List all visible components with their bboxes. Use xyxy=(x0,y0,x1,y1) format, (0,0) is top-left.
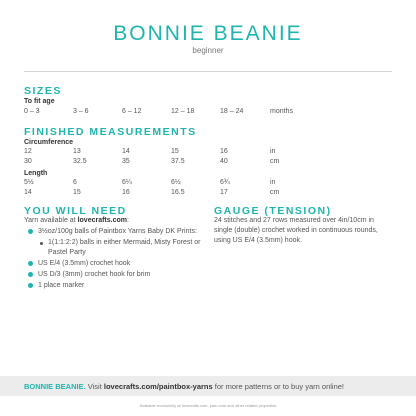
lovecrafts-link[interactable]: lovecrafts.com xyxy=(77,217,127,224)
materials-list xyxy=(28,227,208,292)
bullet-icon xyxy=(28,283,33,288)
size-cell: 0 – 3 xyxy=(24,108,40,115)
list-item xyxy=(28,227,208,237)
item-text: US D/3 (3mm) crochet hook for brim xyxy=(38,271,151,278)
length-in-row xyxy=(24,179,392,189)
circumference-in-row xyxy=(24,148,392,158)
gauge-text: 24 stitches and 27 rows measured over 4in/10cm in single (double) crochet worked in continuous rounds, using US E/4 (3.5mm) hook. xyxy=(214,217,378,244)
sub-bullet-icon xyxy=(40,242,43,245)
measure-cell: 14 xyxy=(24,189,32,196)
measurements-heading: FINISHED MEASUREMENTS xyxy=(24,126,197,138)
pattern-title: BONNIE BEANIE xyxy=(113,22,303,45)
legal-notice: Available exclusively at lovecrafts.com, yarn.com and other related properties xyxy=(139,403,277,408)
sizes-row xyxy=(24,108,392,118)
length-label: Length xyxy=(24,170,48,177)
length-cm-row xyxy=(24,189,392,199)
size-cell: 18 – 24 xyxy=(220,108,244,115)
sizes-heading: SIZES xyxy=(24,85,62,97)
measure-cell: 6 xyxy=(73,179,77,186)
item-text: 1 place marker xyxy=(38,282,85,289)
measure-cell: 16 xyxy=(122,189,130,196)
measure-cell: 14 xyxy=(122,148,130,155)
measure-cell: 17 xyxy=(220,189,228,196)
item-text: 1(1:1:2:2) balls in either Mermaid, Misty Forest or Pastel Party xyxy=(48,239,201,256)
footer-text xyxy=(24,382,344,391)
measure-unit: cm xyxy=(270,158,280,165)
item-text: 3½oz/100g balls of Paintbox Yarns Baby DK Prints: xyxy=(38,228,197,235)
gauge-heading: GAUGE (TENSION) xyxy=(214,205,332,217)
circumference-cm-row xyxy=(24,158,392,168)
measure-cell: 37.5 xyxy=(171,158,185,165)
circumference-label: Circumference xyxy=(24,139,74,146)
age-subheading: To fit age xyxy=(24,98,55,105)
divider xyxy=(24,71,392,72)
you-will-need-heading: YOU WILL NEED xyxy=(24,205,127,217)
size-cell: 3 – 6 xyxy=(73,108,89,115)
intro-text: Yarn available at xyxy=(24,217,78,224)
list-item xyxy=(28,281,208,291)
item-text: US E/4 (3.5mm) crochet hook xyxy=(38,260,131,267)
footer-prefix: Visit xyxy=(85,382,104,391)
measure-cell: 40 xyxy=(220,158,228,165)
footer-link[interactable]: lovecrafts.com/paintbox-yarns xyxy=(103,382,213,391)
size-cell: 12 – 18 xyxy=(171,108,195,115)
measure-unit: cm xyxy=(270,189,280,196)
size-cell: 6 – 12 xyxy=(122,108,142,115)
bullet-icon xyxy=(28,229,33,234)
footer-brand: BONNIE BEANIE. xyxy=(24,382,86,391)
measure-cell: 6¼ xyxy=(122,179,132,186)
intro-colon: : xyxy=(127,217,129,224)
measure-unit: in xyxy=(270,179,276,186)
measure-cell: 35 xyxy=(122,158,130,165)
measure-cell: 6¾ xyxy=(220,179,230,186)
measure-cell: 30 xyxy=(24,158,32,165)
measure-cell: 16 xyxy=(220,148,228,155)
footer-suffix: for more patterns or to buy yarn online! xyxy=(212,382,345,391)
list-item xyxy=(28,238,208,258)
bullet-icon xyxy=(28,272,33,277)
skill-level: beginner xyxy=(192,46,224,55)
bullet-icon xyxy=(28,261,33,266)
measure-cell: 15 xyxy=(171,148,179,155)
measure-cell: 32.5 xyxy=(73,158,87,165)
measure-cell: 16.5 xyxy=(171,189,185,196)
measure-cell: 15 xyxy=(73,189,81,196)
yarn-availability xyxy=(24,216,204,226)
list-item xyxy=(28,259,208,269)
footer-bar xyxy=(0,376,416,396)
measure-cell: 13 xyxy=(73,148,81,155)
measure-cell: 5½ xyxy=(24,179,34,186)
measure-unit: in xyxy=(270,148,276,155)
size-unit: months xyxy=(270,108,293,115)
measure-cell: 6½ xyxy=(171,179,181,186)
measure-cell: 12 xyxy=(24,148,32,155)
list-item xyxy=(28,270,208,280)
